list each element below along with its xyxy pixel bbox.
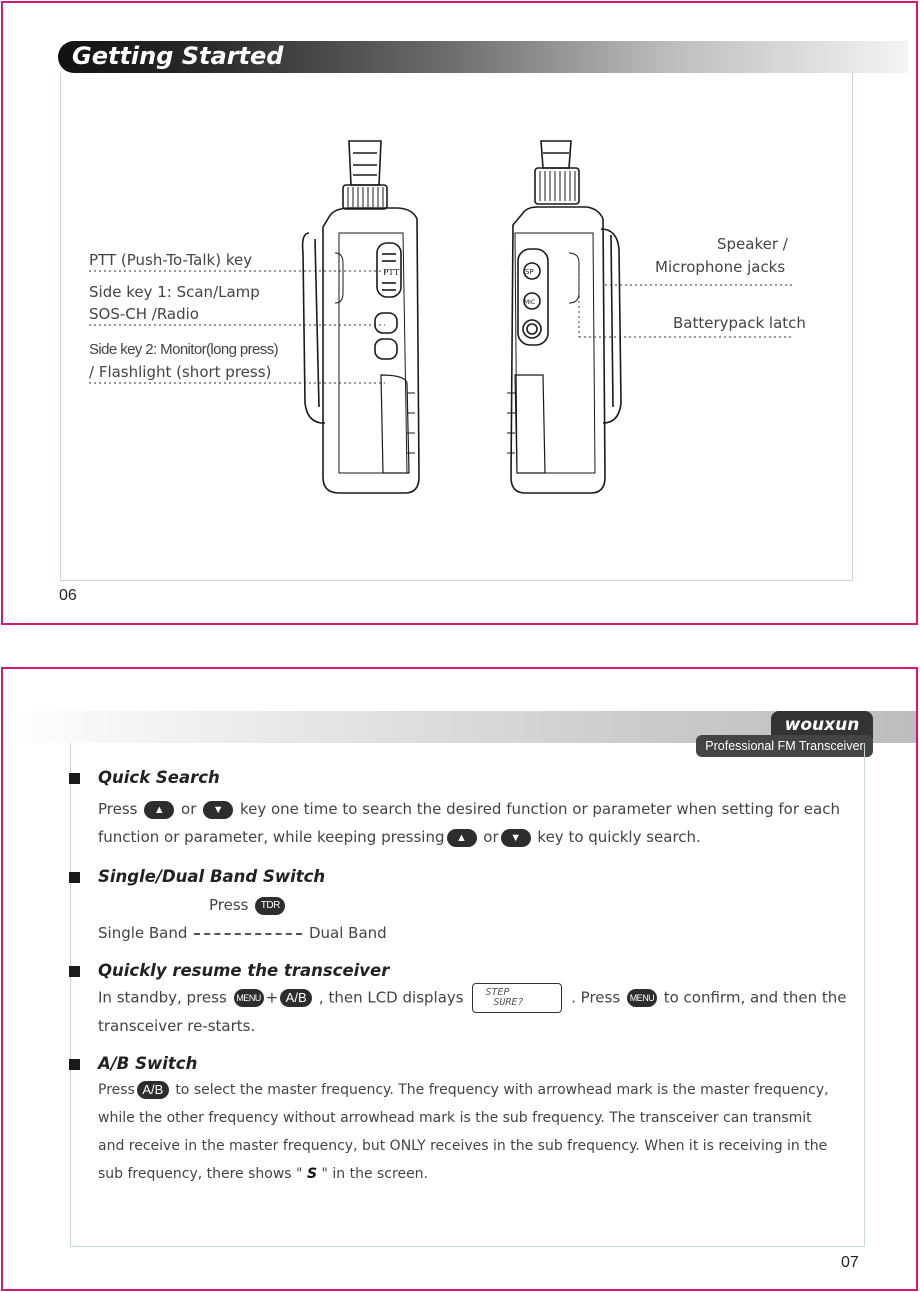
section-bullet [69,773,80,784]
down-key-icon: ▼ [203,801,233,819]
section-title: Quick Search [98,768,220,787]
body-line: while the other frequency without arrowhead mark is the sub frequency. The transceiver can transmit [98,1110,812,1126]
radio-right-view [507,141,621,493]
body-line: sub frequency, there shows " S " in the screen. [98,1166,429,1182]
page-number: 07 [841,1254,859,1271]
section-title: Quickly resume the transceiver [98,961,390,980]
body-line: Press ▲ or ▼ key one time to search the desired function or parameter when setting for each [98,800,840,818]
brand-tagline: Professional FM Transceiver [696,735,873,757]
ptt-key-label: PTT [383,268,400,277]
page-06 [1,1,918,625]
callout-side-key1-line1: Side key 1: Scan/Lamp [89,283,260,301]
section-resume [69,961,869,1041]
section-ab-switch [69,1054,869,1194]
body-line: In standby, press MENU + A/B , then LCD displays STEP SURE? . Press MENU to confirm, and then the [98,983,846,1013]
section-bullet [69,1059,80,1070]
callout-speaker-line1: Speaker / [717,235,788,253]
down-key-icon: ▼ [501,829,531,847]
dashed-divider [194,933,302,935]
body-line: Press A/B to select the master frequency. The frequency with arrowhead mark is the master frequency, [98,1082,829,1098]
menu-key-icon: MENU [234,989,264,1007]
page-number: 06 [59,587,77,604]
callout-side-key2-line2: / Flashlight (short press) [89,363,272,381]
ab-key-icon: A/B [280,989,312,1007]
radio-left-view [303,141,419,493]
speaker-jack-label: SP [525,268,534,276]
up-key-icon: ▲ [447,829,477,847]
callout-side-key2-line1: Side key 2: Monitor(long press) [89,341,278,358]
ab-key-icon: A/B [137,1081,169,1099]
section-bullet [69,872,80,883]
body-line: and receive in the master frequency, but ONLY receives in the sub frequency. When it is receiving in the [98,1138,828,1154]
callout-battery-latch: Batterypack latch [673,314,806,332]
callout-side-key1-line2: SOS-CH /Radio [89,305,199,323]
lcd-display: STEP SURE? [472,983,562,1013]
brand-name: wouxun [771,711,873,739]
up-key-icon: ▲ [144,801,174,819]
page-07 [1,667,918,1291]
section-title: A/B Switch [98,1054,198,1073]
body-line: Single Band Dual Band [98,924,387,942]
menu-key-icon: MENU [627,989,657,1007]
section-quick-search [69,768,869,858]
callout-speaker-line2: Microphone jacks [655,258,786,276]
mic-jack-label: MIC [524,299,536,306]
body-line: transceiver re-starts. [98,1017,256,1035]
section-bullet [69,966,80,977]
section-title: Single/Dual Band Switch [98,867,326,886]
banner-title: Getting Started [72,42,284,70]
callout-ptt: PTT (Push-To-Talk) key [89,251,253,269]
section-band-switch [69,867,869,947]
body-line: function or parameter, while keeping pressing ▲ or ▼ key to quickly search. [98,828,701,846]
body-line: Press TDR [209,891,287,919]
tdr-key-icon: TDR [255,897,285,915]
